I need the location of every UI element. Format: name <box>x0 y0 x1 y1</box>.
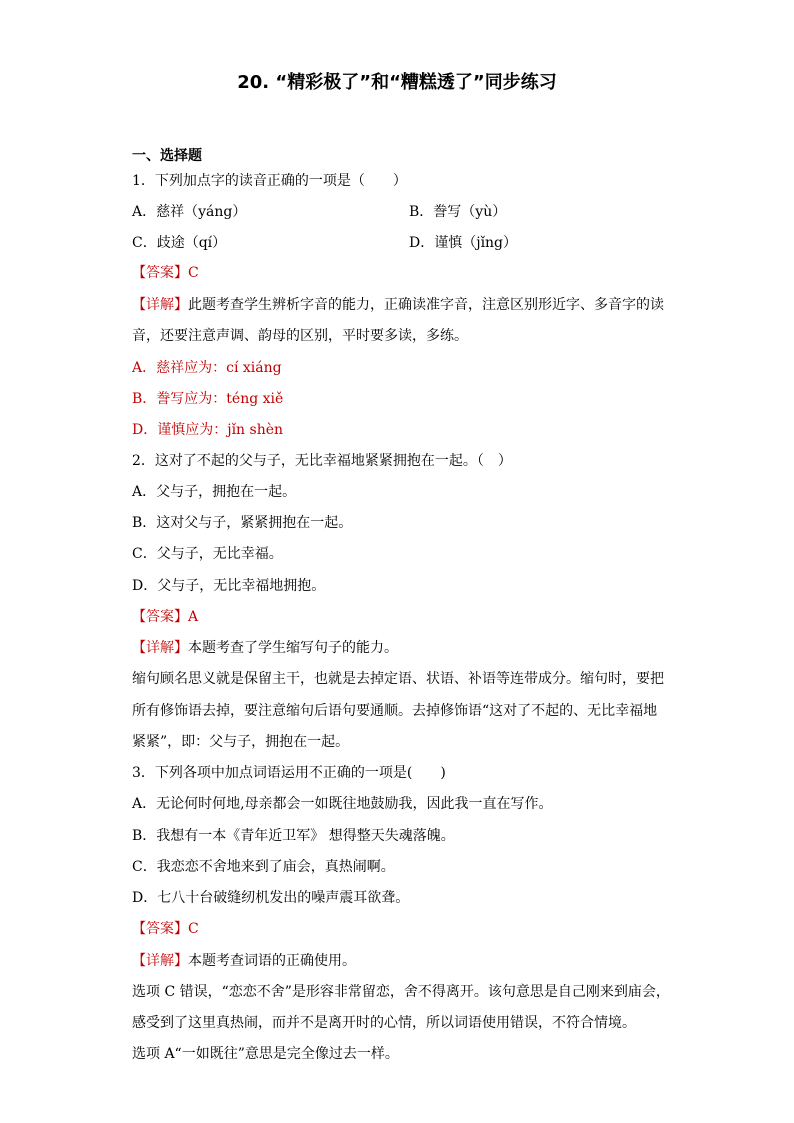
q1-option-b: B．誊写（yù） <box>409 204 507 220</box>
detail-text: 本题考查词语的正确使用。 <box>188 953 356 969</box>
detail-text: 此题考查学生辨析字音的能力，正确读准字音，注意区别形近字、多音字的读 <box>188 297 664 313</box>
q2-option-b: B．这对父与子，紧紧拥抱在一起。 <box>132 515 353 531</box>
q1-fix-a: A．慈祥应为：cí xiáng <box>132 360 282 376</box>
question-2-stem: 2．这对了不起的父与子，无比幸福地紧紧拥抱在一起。（ ） <box>132 453 512 469</box>
answer-value: A <box>188 609 199 625</box>
q2-option-a: A．父与子，拥抱在一起。 <box>132 484 297 500</box>
answer-value: C <box>188 921 199 937</box>
q2-detail-line-2: 缩句顾名思义就是保留主干，也就是去掉定语、状语、补语等连带成分。缩句时，要把 <box>132 671 664 687</box>
q3-answer <box>132 919 199 939</box>
q2-option-d: D．父与子，无比幸福地拥抱。 <box>132 578 326 594</box>
q1-answer <box>132 263 199 283</box>
q3-option-d: D．七八十台破缝纫机发出的噪声震耳欲聋。 <box>132 890 410 906</box>
q2-detail-line-4: 紧紧”，即：父与子，拥抱在一起。 <box>132 734 350 750</box>
question-3-stem: 3．下列各项中加点词语运用不正确的一项是( ) <box>132 765 446 781</box>
q1-option-a: A．慈祥（yáng） <box>132 204 247 220</box>
q1-option-d: D．谨慎（jǐng） <box>409 235 518 251</box>
q3-detail-line-2: 选项 C 错误，“恋恋不舍”是形容非常留恋，舍不得离开。该句意思是自己刚来到庙会， <box>132 984 670 1000</box>
q3-detail-line-1 <box>132 951 356 971</box>
q1-fix-b: B．誊写应为：téng xiě <box>132 391 284 407</box>
q3-option-a: A．无论何时何地,母亲都会一如既往地鼓励我，因此我一直在写作。 <box>132 796 553 812</box>
q1-detail-line-2: 音，还要注意声调、韵母的区别，平时要多读，多练。 <box>132 328 468 344</box>
answer-tag: 【答案】 <box>132 921 188 937</box>
q3-option-c: C．我恋恋不舍地来到了庙会，真热闹啊。 <box>132 859 395 875</box>
q3-detail-line-3: 感受到了这里真热闹，而并不是离开时的心情，所以词语使用错误，不符合情境。 <box>132 1015 636 1031</box>
detail-text: 本题考查了学生缩写句子的能力。 <box>188 640 398 656</box>
q2-detail-line-3: 所有修饰语去掉，要注意缩句后语句要通顺。去掉修饰语“这对了不起的、无比幸福地 <box>132 703 658 719</box>
detail-tag: 【详解】 <box>132 953 188 969</box>
answer-tag: 【答案】 <box>132 609 188 625</box>
q3-option-b: B．我想有一本《青年近卫军》 想得整天失魂落魄。 <box>132 828 455 844</box>
q1-fix-d: D．谨慎应为：jǐn shèn <box>132 422 284 438</box>
q1-option-c: C．歧途（qí） <box>132 235 227 251</box>
q2-option-c: C．父与子，无比幸福。 <box>132 546 283 562</box>
q2-answer <box>132 607 198 627</box>
section-heading: 一、选择题 <box>132 148 202 164</box>
question-1-stem: 1．下列加点字的读音正确的一项是（ ） <box>132 173 407 189</box>
q1-detail-line-1 <box>132 295 664 315</box>
detail-tag: 【详解】 <box>132 297 188 313</box>
answer-tag: 【答案】 <box>132 265 188 281</box>
q3-detail-line-4: 选项 A“一如既往”意思是完全像过去一样。 <box>132 1046 399 1062</box>
q2-detail-line-1 <box>132 638 398 658</box>
page-title: 20. “精彩极了”和“糟糕透了”同步练习 <box>237 72 557 93</box>
detail-tag: 【详解】 <box>132 640 188 656</box>
answer-value: C <box>188 265 199 281</box>
